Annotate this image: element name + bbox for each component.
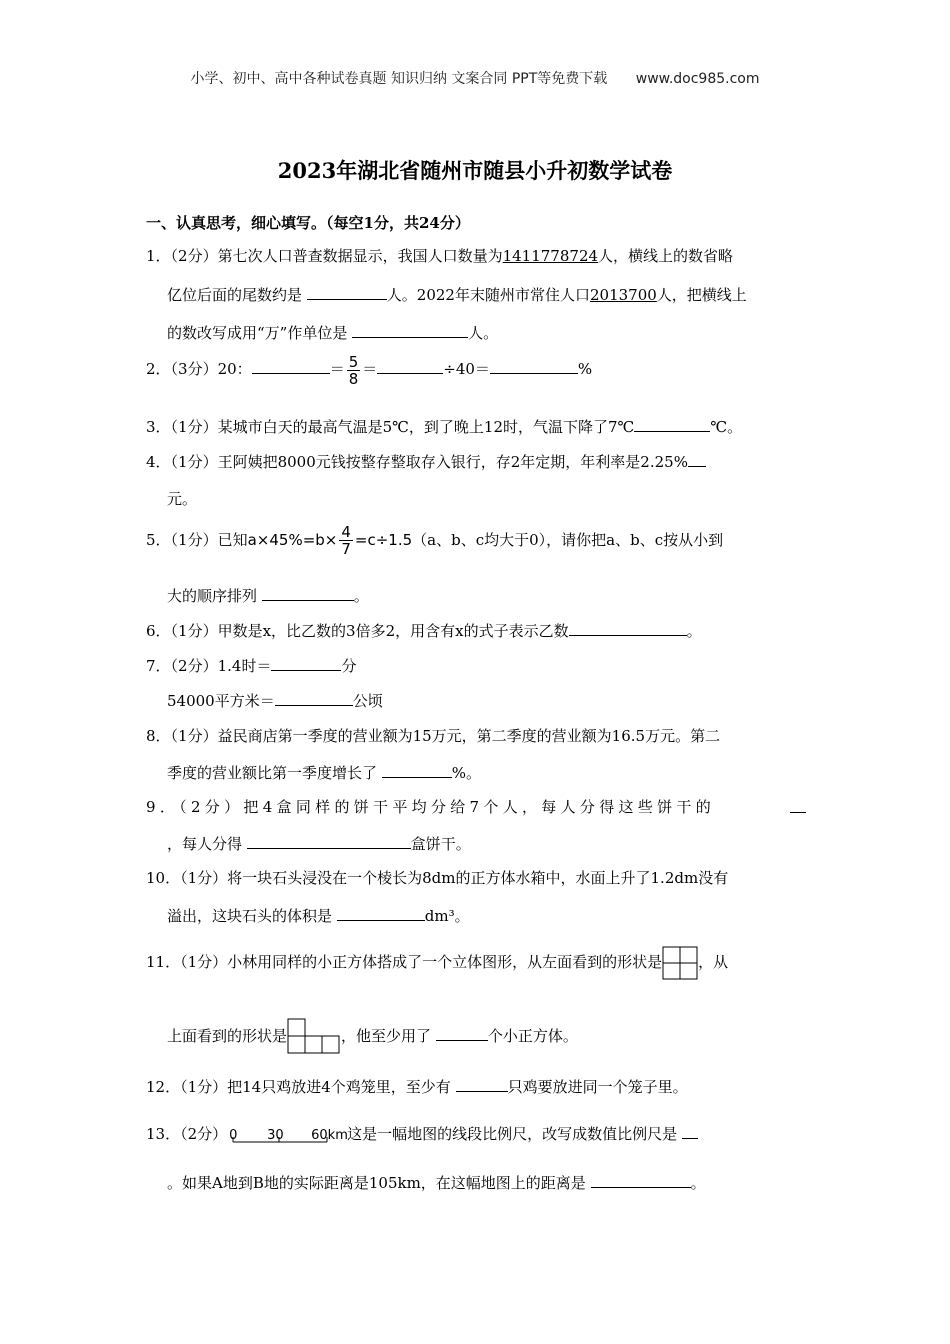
question-3: 3．（1分）某城市白天的最高气温是5℃，到了晚上12时，气温下降了7℃ ℃。	[146, 418, 743, 436]
question-6: 6．（1分）甲数是x，比乙数的3倍多2，用含有x的式子表示乙数 。	[146, 622, 702, 640]
answer-blank[interactable]	[262, 585, 354, 601]
question-13-line-1: 13．（2分） 0 30 60km 这是一幅地图的线段比例尺，改写成数值比例尺是	[146, 1118, 698, 1150]
answer-blank[interactable]	[275, 690, 353, 706]
top-view-figure	[287, 1018, 341, 1054]
question-9-line-2: ，每人分得 盒饼干。	[167, 835, 471, 853]
question-10-line-1: 10．（1分）将一块石头浸没在一个棱长为8dm的正方体水箱中，水面上升了1.2dm没有	[146, 869, 729, 887]
question-8-line-1: 8．（1分）益民商店第一季度的营业额为15万元，第二季度的营业额为16.5万元。第二	[146, 727, 721, 745]
question-12: 12．（1分）把14只鸡放进4个鸡笼里，至少有 只鸡要放进同一个笼子里。	[146, 1078, 688, 1096]
answer-blank[interactable]	[252, 358, 330, 374]
question-7-line-1: 7．（2分）1.4时＝ 分	[146, 657, 357, 675]
line-scale-bar	[227, 1120, 347, 1150]
question-9-line-1: 9．（2分）把4盒同样的饼干平均分给7个人，每人分得这些饼干的	[146, 798, 715, 816]
answer-blank[interactable]	[569, 620, 687, 636]
question-10-line-2: 溢出，这块石头的体积是 dm³。	[167, 907, 470, 925]
scale-label-30: 30	[267, 1128, 284, 1143]
fraction-5-8: $\frac{5}{8}$	[348, 352, 359, 388]
question-8-line-2: 季度的营业额比第一季度增长了 %。	[167, 764, 482, 782]
answer-blank[interactable]	[382, 762, 452, 778]
answer-blank[interactable]	[337, 905, 425, 921]
header-text: 小学、初中、高中各种试卷真题 知识归纳 文案合同 PPT等免费下载	[190, 71, 608, 87]
answer-blank[interactable]	[307, 284, 387, 300]
question-9-blank-1	[790, 797, 806, 818]
answer-blank[interactable]	[352, 322, 468, 338]
scale-label-0: 0	[229, 1128, 238, 1143]
question-4-line-2: 元。	[167, 490, 198, 508]
answer-blank[interactable]	[247, 833, 411, 849]
answer-blank[interactable]	[436, 1025, 488, 1041]
question-11-line-2: 上面看到的形状是 ，他至少用了 个小正方体。	[167, 1018, 578, 1054]
page-title: 2023年湖北省随州市随县小升初数学试卷	[277, 158, 673, 183]
question-13-line-2: 。如果A地到B地的实际距离是105km，在这幅地图上的距离是 。	[167, 1174, 706, 1192]
page-header	[0, 68, 950, 88]
left-view-figure	[662, 946, 698, 980]
population-number: 1411778724	[502, 247, 599, 265]
question-5-line-1: 5．（1分）已知a×45%=b× $\frac{4}{7}$ =c÷1.5（a、b、c均大于0），请你把a、b、c按从小到	[146, 523, 724, 558]
answer-blank[interactable]	[490, 358, 578, 374]
suizhou-population: 2013700	[589, 286, 657, 304]
answer-blank[interactable]	[790, 797, 806, 813]
answer-blank[interactable]	[456, 1076, 508, 1092]
answer-blank[interactable]	[271, 655, 341, 671]
question-5-line-2: 大的顺序排列 。	[167, 587, 369, 605]
answer-blank[interactable]	[634, 416, 710, 432]
question-4-line-1: 4．（1分）王阿姨把8000元钱按整存整取存入银行，存2年定期，年利率是2.25%	[146, 451, 706, 472]
scale-line	[227, 1134, 347, 1144]
question-1-line-3: 的数改写成用“万”作单位是 人。	[167, 324, 499, 342]
question-2: 2．（3分）20： ＝ $\frac{5}{8}$ ＝ ÷40＝ %	[146, 352, 593, 388]
answer-blank[interactable]	[688, 451, 706, 467]
answer-blank[interactable]	[377, 358, 443, 374]
given-expression: a×45%=b× $\frac{4}{7}$ =c÷1.5	[247, 523, 413, 558]
header-url[interactable]: www.doc985.com	[635, 71, 760, 87]
section-heading: 一、认真思考，细心填写。（每空1分，共24分）	[146, 214, 470, 232]
scale-label-60km: 60km	[311, 1128, 348, 1143]
question-11-line-1: 11．（1分）小林用同样的小正方体搭成了一个立体图形，从左面看到的形状是 ，从	[146, 944, 728, 980]
question-1-line-2: 亿位后面的尾数约是 人。2022年末随州市常住人口2013700人，把横线上	[167, 286, 747, 304]
question-1-line-1: 1．（2分）第七次人口普查数据显示，我国人口数量为1411778724人，横线上的数省略	[146, 247, 734, 265]
answer-blank[interactable]	[591, 1172, 691, 1188]
question-7-line-2: 54000平方米＝ 公顷	[167, 692, 383, 710]
answer-blank[interactable]	[682, 1123, 698, 1139]
